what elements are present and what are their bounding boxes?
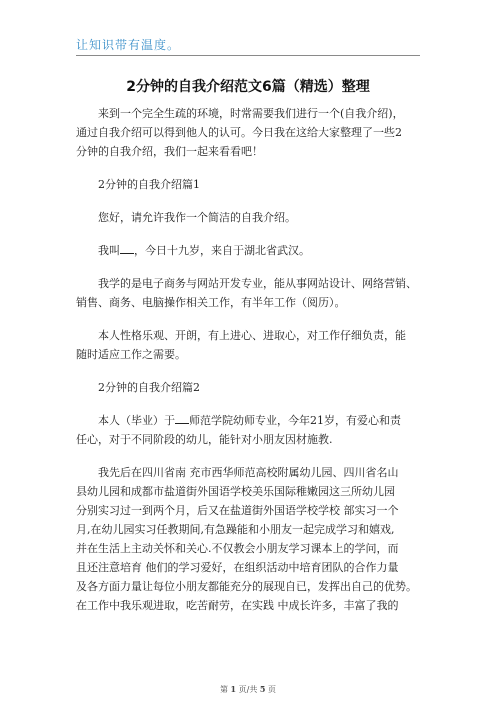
page-footer: [0, 684, 496, 695]
experience-line: 我先后在四川省南 充市西华师范高校附属幼儿园、四川省名山: [98, 466, 399, 479]
section-heading-1: 2分钟的自我介绍篇1: [98, 178, 200, 191]
document-body: [76, 104, 424, 615]
experience-line: 并在生活上主动关怀和关心.不仅教会小朋友学习课本上的学问，而: [76, 542, 399, 555]
graduation-line: [76, 411, 424, 430]
experience-line: 县幼儿园和成都市盐道街外国语学校美乐国际稚嫩园这三所幼儿园: [76, 485, 395, 498]
experience-line: 及各方面力量让每位小朋友都能充分的展现自已，发挥出自己的优势。: [76, 580, 417, 593]
study-line: 我学的是电子商务与网站开发专业，能从事网站设计、网络营销、: [98, 277, 417, 290]
name-suffix: ，今日十九岁，来自于湖北省武汉。: [134, 244, 310, 257]
experience-line: 分别实习过一到两个月，后又在盐道街外国语学校学校 部实习一个: [76, 504, 399, 517]
experience-line: 在工作中我乐观进取，吃苦耐劳，在实践 中成长许多，丰富了我的: [76, 599, 399, 612]
name-prefix: 我叫: [98, 244, 120, 257]
section-heading-2: 2分钟的自我介绍篇2: [98, 381, 200, 394]
personality-line: 本人性格乐观、开朗，有上进心、进取心，对工作仔细负责，能: [98, 329, 406, 342]
intro-line: 通过自我介绍可以得到他人的认可。今日我在这给大家整理了一些2: [76, 126, 402, 139]
footer-suffix: 页: [268, 685, 277, 694]
personality-line: 随时适应工作之需要。: [76, 348, 186, 361]
footer-prefix: 第: [219, 685, 228, 694]
name-blank: [120, 242, 134, 254]
footer-total-pages: 5: [259, 684, 266, 694]
experience-line: 且还注意培育 他们的学习爱好，在组织活动中培育团队的合作力量: [76, 561, 399, 574]
greeting-line: 您好，请允许我作一个简洁的自我介绍。: [98, 211, 296, 224]
graduation-line: 任心，对于不同阶段的幼儿，能针对小朋友因材施教.: [76, 433, 333, 446]
intro-line: 来到一个完全生疏的环境，时常需要我们进行一个(自我介绍)，: [98, 107, 404, 120]
footer-middle: 页/共: [238, 685, 258, 694]
document-title: 2分钟的自我介绍范文6篇（精选）整理: [126, 79, 370, 95]
graduation-suffix: 师范学院幼师专业，今年21岁，有爱心和责: [189, 414, 401, 427]
experience-line: 月,在幼儿园实习任教期间,有急躁能和小朋友一起完成学习和嬉戏,: [76, 523, 395, 536]
study-line: 销售、商务、电脑操作相关工作，有半年工作（阅历）。: [76, 296, 346, 309]
footer-page-number: 1: [230, 684, 237, 694]
graduation-prefix: 本人（毕业）于: [98, 414, 175, 427]
header-divider: [76, 55, 420, 56]
intro-line: 分钟的自我介绍，我们一起来看看吧！: [76, 145, 263, 158]
school-blank: [175, 412, 189, 424]
name-line: [76, 241, 424, 260]
header-slogan: 让知识带有温度。: [76, 38, 181, 52]
